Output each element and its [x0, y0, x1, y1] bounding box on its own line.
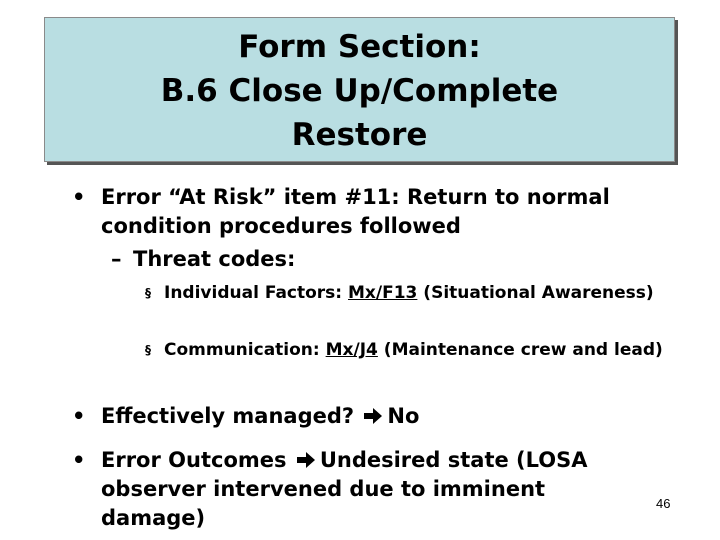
- outcomes-label: Error Outcomes: [101, 448, 287, 472]
- threat-item-communication: [145, 339, 665, 362]
- square-bullet-mark: §: [145, 343, 151, 357]
- bullet-text: [101, 402, 592, 431]
- threat-item-text: [164, 282, 665, 305]
- threat-item-individual-factors: [145, 282, 665, 305]
- title-line-3: Restore: [291, 117, 428, 153]
- threat-item-text: [164, 339, 665, 362]
- bullet-effectively-managed: [72, 402, 592, 431]
- slide-title: [44, 17, 675, 162]
- bullet-text: Error “At Risk” item #11: Return to normal condition procedures followed: [101, 185, 610, 238]
- threat-code: Mx/J4: [325, 340, 378, 360]
- threat-description: (Maintenance crew and lead): [377, 340, 663, 360]
- threat-label: Communication:: [164, 340, 326, 360]
- page-number: 46: [656, 496, 671, 511]
- threat-description: (Situational Awareness): [417, 283, 654, 303]
- square-bullet-mark: §: [145, 286, 151, 300]
- bullet-mark: •: [72, 448, 86, 472]
- threat-label: Individual Factors:: [164, 283, 349, 303]
- arrow-right-icon: [363, 407, 383, 425]
- managed-value: No: [387, 404, 420, 428]
- managed-label: Effectively managed?: [101, 404, 355, 428]
- bullet-error-outcomes: [72, 446, 602, 533]
- bullet-mark: •: [72, 404, 86, 428]
- title-line-2: B.6 Close Up/Complete: [160, 73, 559, 109]
- threat-codes-label: Threat codes:: [133, 247, 296, 271]
- sub-bullet-threat-codes: [111, 245, 295, 274]
- threat-code: Mx/F13: [348, 283, 418, 303]
- bullet-text: [101, 446, 602, 533]
- dash-mark: –: [111, 247, 122, 271]
- bullet-error-at-risk: [72, 183, 632, 241]
- outcomes-value: Undesired state (LOSA observer intervened due to imminent damage): [101, 448, 588, 530]
- arrow-right-icon: [296, 451, 316, 469]
- title-line-1: Form Section:: [238, 29, 481, 65]
- bullet-mark: •: [72, 185, 86, 209]
